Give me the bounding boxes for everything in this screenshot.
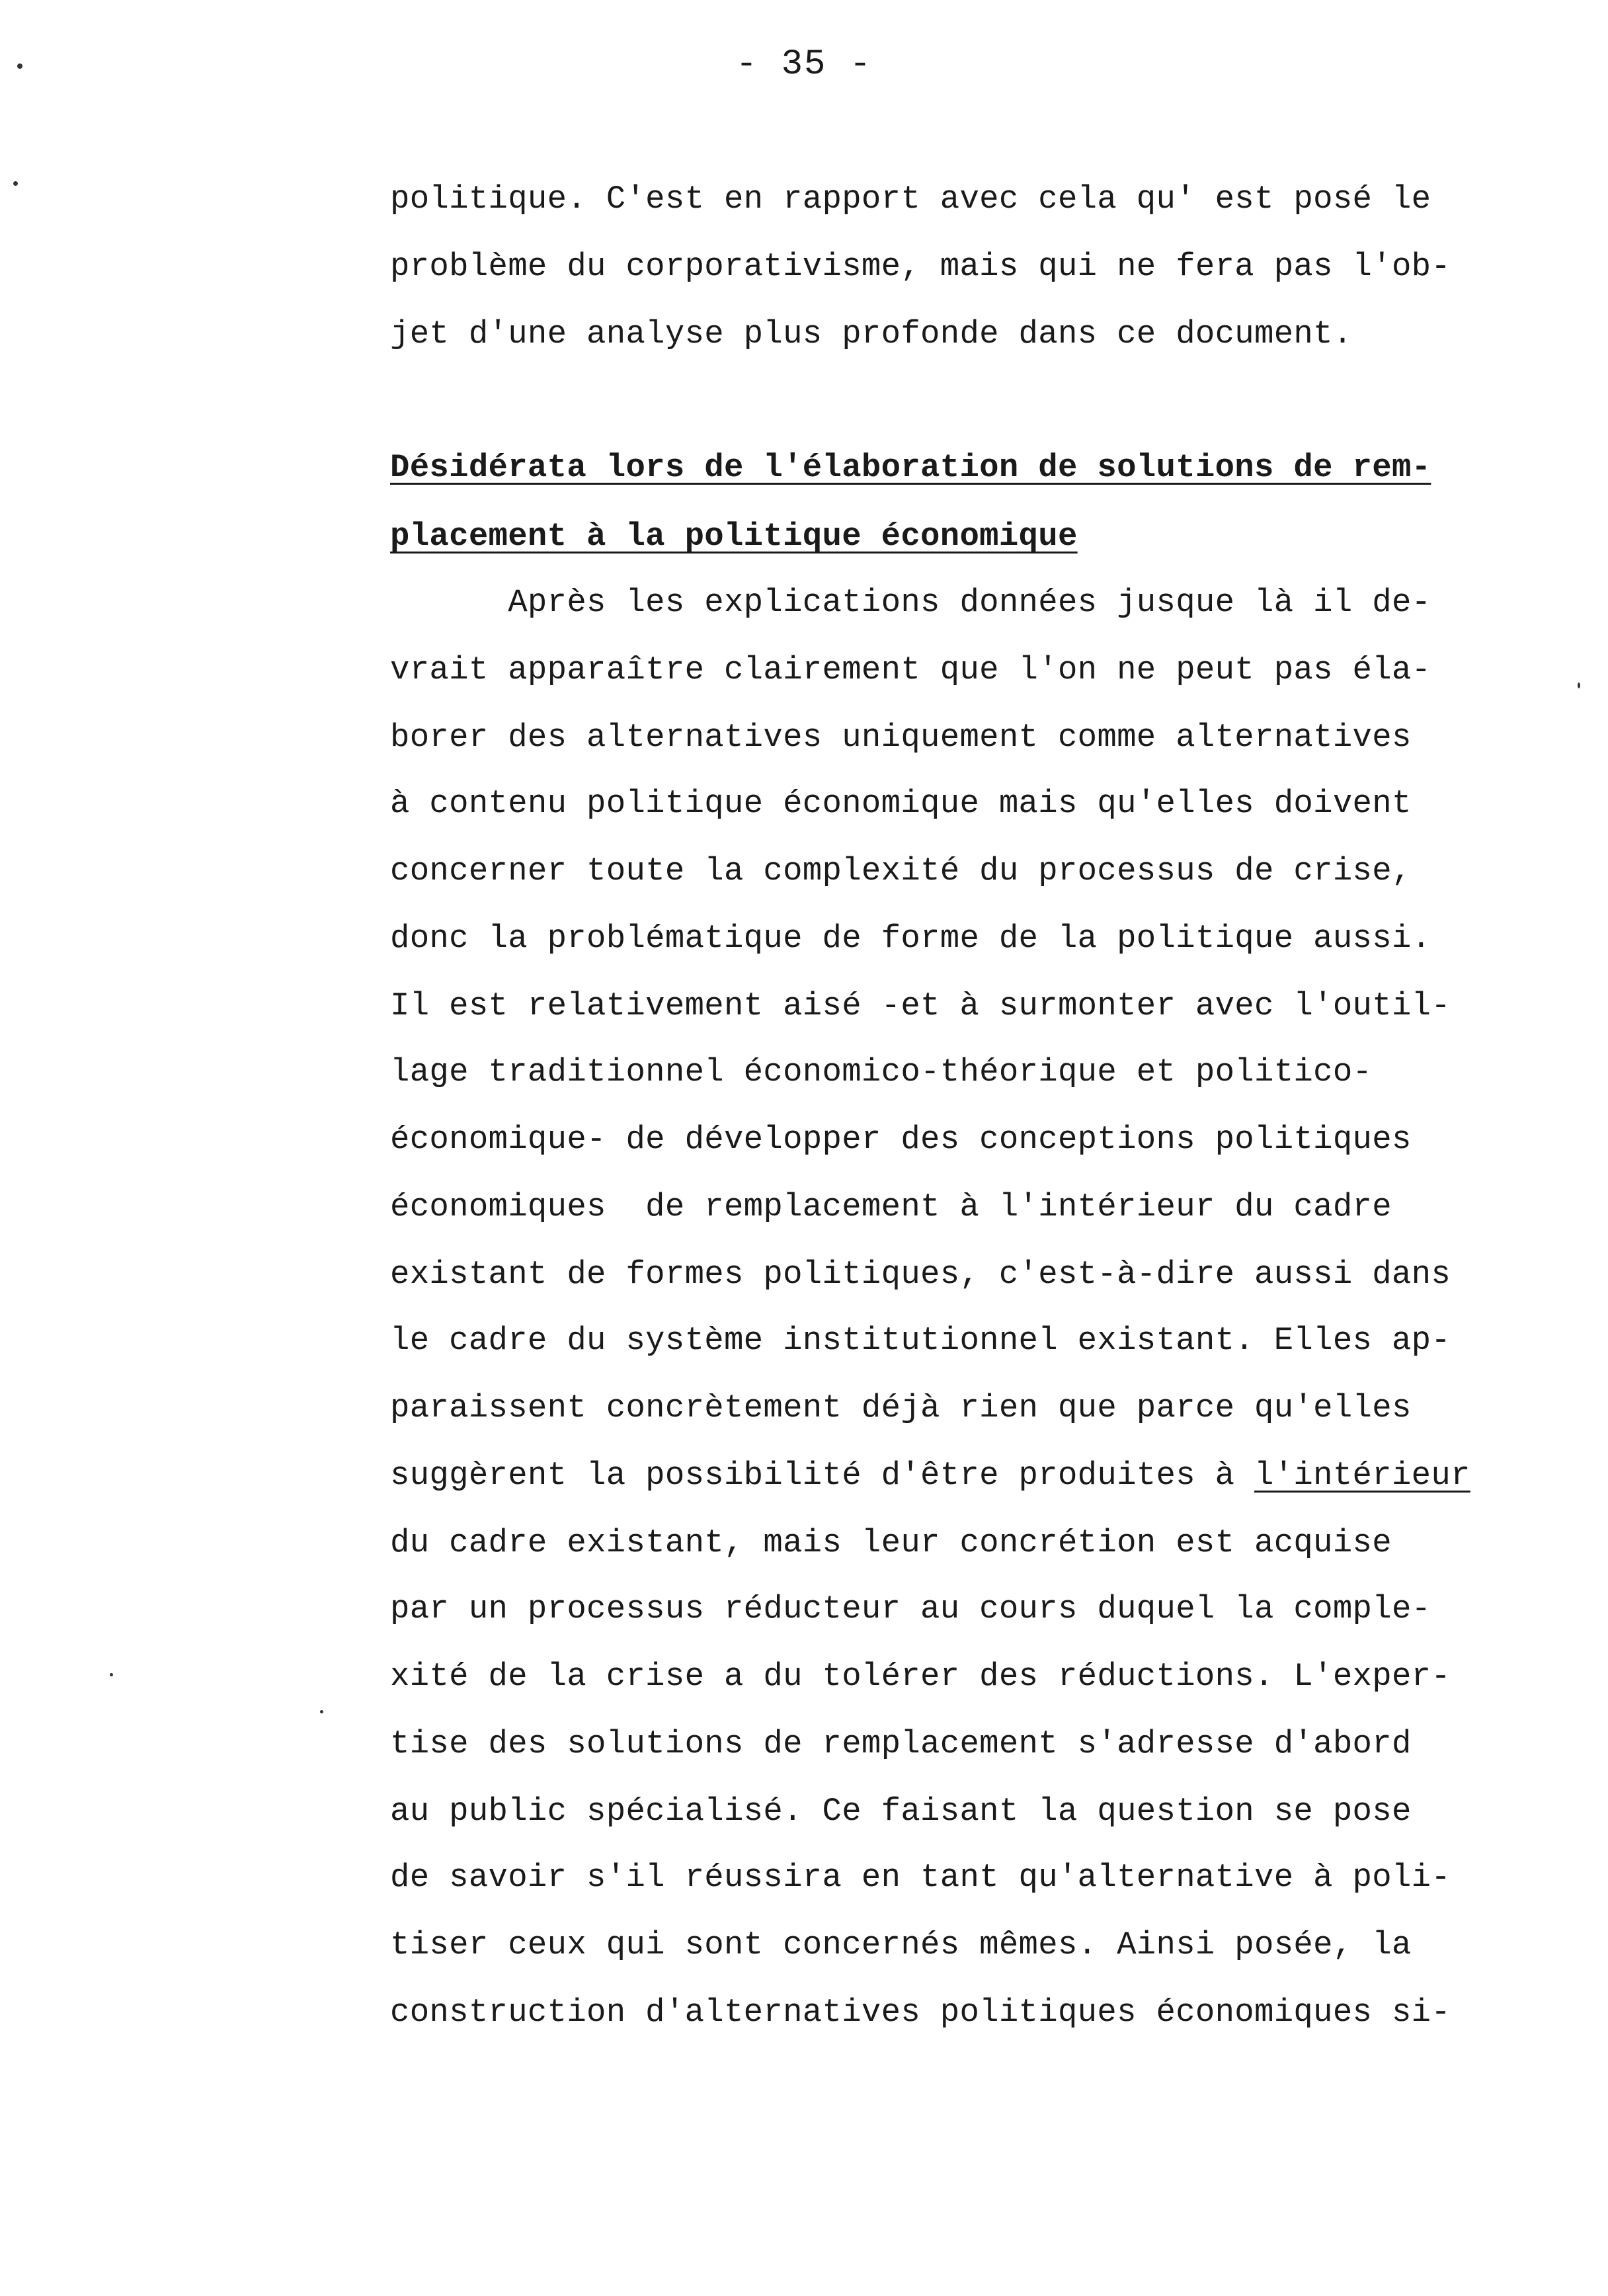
scan-speck bbox=[17, 63, 22, 69]
scan-speck bbox=[320, 1710, 323, 1713]
text-line: politique. C'est en rapport avec cela qu' est posé le bbox=[390, 181, 1431, 218]
text-line: au public spécialisé. Ce faisant la question se pose bbox=[390, 1793, 1412, 1830]
text-line: problème du corporativisme, mais qui ne fera pas l'ob- bbox=[390, 248, 1451, 285]
scan-speck bbox=[13, 181, 18, 186]
text-line: tise des solutions de remplacement s'adresse d'abord bbox=[390, 1725, 1412, 1762]
text-line: concerner toute la complexité du processus de crise, bbox=[390, 852, 1412, 889]
text-line: xité de la crise a du tolérer des réductions. L'exper- bbox=[390, 1658, 1451, 1695]
text-line: construction d'alternatives politiques économiques si- bbox=[390, 1994, 1451, 2031]
heading-line: placement à la politique économique bbox=[390, 518, 1078, 555]
text-line: lage traditionnel économico-théorique et politico- bbox=[390, 1053, 1373, 1090]
text-line-with-underline bbox=[390, 1452, 1508, 1498]
heading-line: Désidérata lors de l'élaboration de solutions de rem- bbox=[390, 449, 1431, 486]
text-line: de savoir s'il réussira en tant qu'alternative à poli- bbox=[390, 1859, 1451, 1896]
scan-speck bbox=[110, 1673, 113, 1676]
text-line: à contenu politique économique mais qu'elles doivent bbox=[390, 785, 1412, 822]
text-line: vrait apparaître clairement que l'on ne peut pas éla- bbox=[390, 651, 1431, 688]
text-line: jet d'une analyse plus profonde dans ce document. bbox=[390, 315, 1353, 352]
text-line: paraissent concrètement déjà rien que parce qu'elles bbox=[390, 1389, 1412, 1426]
text-line: économiques de remplacement à l'intérieur du cadre bbox=[390, 1188, 1392, 1225]
text-fragment: suggèrent la possibilité d'être produites à bbox=[390, 1457, 1255, 1494]
text-line: borer des alternatives uniquement comme alternatives bbox=[390, 719, 1412, 756]
text-line: existant de formes politiques, c'est-à-dire aussi dans bbox=[390, 1256, 1451, 1293]
text-line: Après les explications données jusque là il de- bbox=[390, 584, 1431, 621]
text-line: économique- de développer des conceptions politiques bbox=[390, 1121, 1412, 1158]
text-line: le cadre du système institutionnel existant. Elles ap- bbox=[390, 1322, 1451, 1359]
page-number: - 35 - bbox=[735, 44, 873, 85]
text-line: tiser ceux qui sont concernés mêmes. Ainsi posée, la bbox=[390, 1926, 1412, 1963]
underlined-word: l'intérieur bbox=[1254, 1457, 1470, 1494]
text-line: donc la problématique de forme de la politique aussi. bbox=[390, 920, 1431, 957]
scan-speck bbox=[1578, 682, 1580, 688]
text-line: par un processus réducteur au cours duquel la comple- bbox=[390, 1590, 1431, 1627]
text-line: du cadre existant, mais leur concrétion est acquise bbox=[390, 1524, 1392, 1561]
text-line: Il est relativement aisé -et à surmonter avec l'outil- bbox=[390, 987, 1451, 1024]
